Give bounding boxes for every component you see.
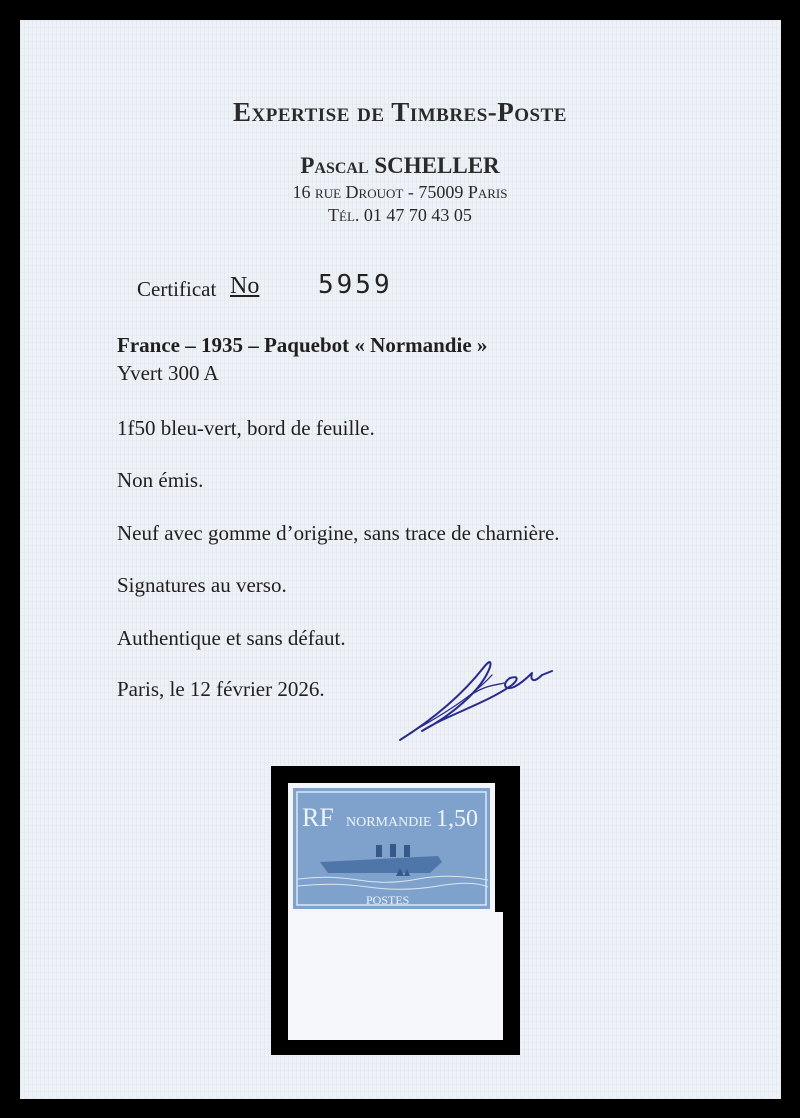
certificate-number-sign: No (230, 273, 260, 299)
issue-status: Non émis. (117, 468, 204, 492)
stamp-country-mark: RF (302, 803, 334, 832)
gum-condition: Neuf avec gomme d’origine, sans trace de charnière. (117, 521, 560, 545)
certificate-label: Certificat (137, 277, 217, 301)
catalog-reference: Yvert 300 A (117, 361, 219, 385)
stamp-value: 1,50 (436, 806, 478, 832)
expert-address: 16 rue Drouot - 75009 Paris (292, 182, 508, 202)
stamp-name: NORMANDIE (346, 815, 432, 830)
place-and-date: Paris, le 12 février 2026. (117, 677, 325, 701)
stamp-heading: France – 1935 – Paquebot « Normandie » (117, 333, 488, 357)
expert-name (0, 153, 800, 179)
sheet-margin (288, 912, 503, 1040)
expert-signature (392, 645, 562, 745)
expert-last-name: SCHELLER (374, 153, 500, 178)
stamp-description: 1f50 bleu-vert, bord de feuille. (117, 416, 375, 440)
certificate-title: Expertise de Timbres-Poste (233, 97, 567, 127)
certificate-number: 5959 (318, 270, 393, 300)
stamp-postes: POSTES (366, 893, 410, 907)
authenticity-verdict: Authentique et sans défaut. (117, 626, 346, 650)
expert-phone: Tél. 01 47 70 43 05 (328, 205, 472, 225)
stamp-image (288, 783, 495, 912)
back-signatures: Signatures au verso. (117, 573, 287, 597)
expert-first-name: Pascal (300, 153, 369, 178)
